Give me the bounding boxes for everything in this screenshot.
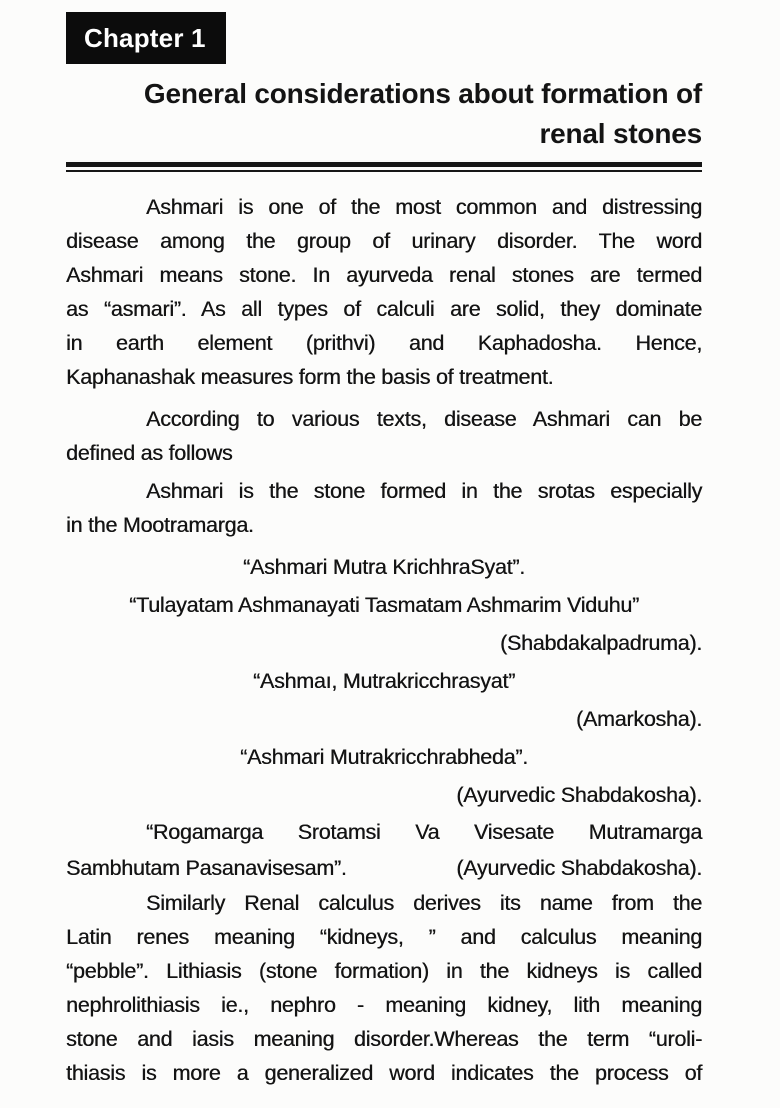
paragraph-renal-calculus [66, 886, 702, 1090]
quote-attribution: (Shabdakalpadruma). [499, 631, 702, 655]
text-line: Ashmari is one of the most common and distressing [146, 195, 702, 219]
page-title-line: renal stones [539, 118, 702, 149]
text-line: disease among the group of urinary disorder. The word [66, 229, 702, 253]
text-line: defined as follows [66, 441, 233, 465]
text-line: as “asmari”. As all types of calculi are solid, they dominate [66, 297, 702, 321]
text-line: nephrolithiasis ie., nephro - meaning kidney, lith meaning [66, 993, 702, 1017]
quote-line: “Ashmaı, Mutrakricchrasyat” [252, 669, 516, 693]
text-line: in earth element (prithvi) and Kaphadosha. Hence, [66, 331, 702, 355]
quote-line-end: Sambhutam Pasanavisesam”. [66, 856, 347, 880]
text-line: thiasis is more a generalized word indicates the process of [66, 1061, 702, 1085]
chapter-badge-label: Chapter 1 [84, 23, 206, 53]
quote-line: “Ashmari Mutra KrichhraSyat”. [243, 555, 525, 579]
quote-attribution: (Ayurvedic Shabdakosha). [456, 856, 702, 880]
paragraph-rogamarga-quote [66, 814, 702, 886]
page-title [66, 74, 702, 154]
body-text [66, 190, 702, 1090]
quote-line: “Tulayatam Ashmanayati Tasmatam Ashmarim Viduhu” [129, 593, 639, 617]
text-line: Kaphanashak measures form the basis of treatment. [66, 365, 554, 389]
quote-attribution: (Amarkosha). [575, 707, 702, 731]
quotation-block [66, 548, 702, 814]
quote-line: “Rogamarga Srotamsi Va Visesate Mutramarga [146, 820, 702, 844]
text-line: Ashmari is the stone formed in the srotas especially [146, 479, 702, 503]
text-line: Latin renes meaning “kidneys, ” and calculus meaning [66, 925, 702, 949]
page-title-line: General considerations about formation of [143, 78, 702, 109]
quote-line-with-attribution [66, 850, 702, 886]
paragraph-definition-lead [66, 402, 702, 470]
text-line: According to various texts, disease Ashmari can be [146, 407, 702, 431]
text-line: Ashmari means stone. In ayurveda renal stones are termed [66, 263, 702, 287]
chapter-badge [66, 12, 226, 64]
quote-attribution: (Ayurvedic Shabdakosha). [456, 783, 702, 807]
title-double-rule [66, 162, 702, 172]
text-line: stone and iasis meaning disorder.Whereas the term “uroli- [66, 1027, 702, 1051]
paragraph-intro [66, 190, 702, 394]
text-line: “pebble”. Lithiasis (stone formation) in the kidneys is called [66, 959, 702, 983]
paragraph-stone-definition [66, 474, 702, 542]
text-line: in the Mootramarga. [66, 513, 254, 537]
page-content [66, 12, 702, 1090]
quote-line: “Ashmari Mutrakricchrabheda”. [240, 745, 528, 769]
text-line: Similarly Renal calculus derives its name from the [146, 891, 702, 915]
